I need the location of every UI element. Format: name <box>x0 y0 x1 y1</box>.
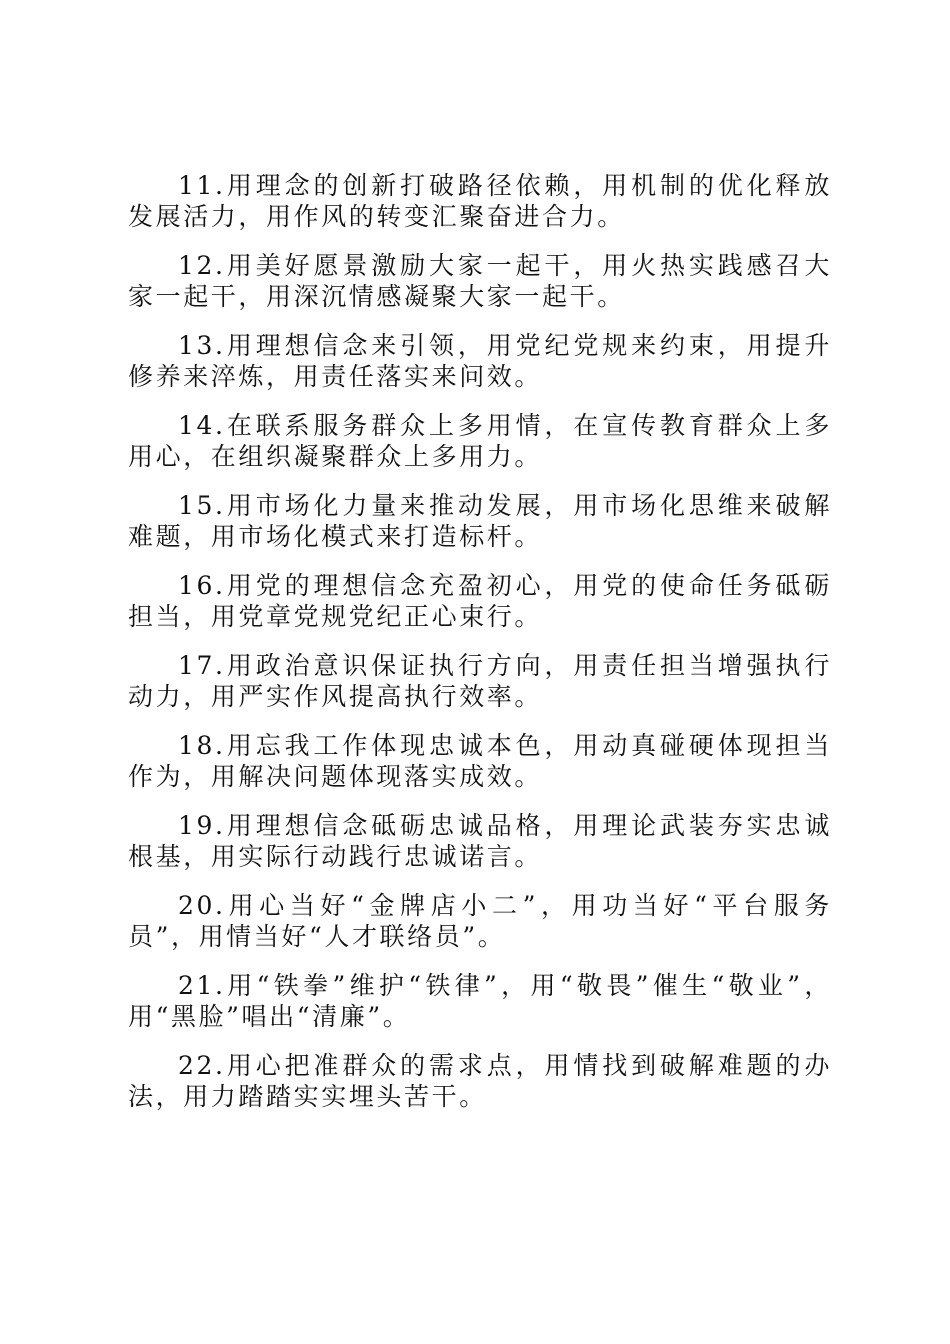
paragraph-16: 16.用党的理想信念充盈初心，用党的使命任务砥砺担当，用党章党规党纪正心束行。 <box>128 571 832 631</box>
paragraph-18: 18.用忘我工作体现忠诚本色，用动真碰硬体现担当作为，用解决问题体现落实成效。 <box>128 731 832 791</box>
paragraph-15: 15.用市场化力量来推动发展，用市场化思维来破解难题，用市场化模式来打造标杆。 <box>128 491 832 551</box>
paragraph-14: 14.在联系服务群众上多用情，在宣传教育群众上多用心，在组织凝聚群众上多用力。 <box>128 411 832 471</box>
paragraph-17: 17.用政治意识保证执行方向，用责任担当增强执行动力，用严实作风提高执行效率。 <box>128 651 832 711</box>
paragraph-21: 21.用“铁拳”维护“铁律”，用“敬畏”催生“敬业”，用“黑脸”唱出“清廉”。 <box>128 971 832 1031</box>
paragraph-20: 20.用心当好“金牌店小二”，用功当好“平台服务员”，用情当好“人才联络员”。 <box>128 891 832 951</box>
document-body <box>128 170 832 1130</box>
paragraph-12: 12.用美好愿景激励大家一起干，用火热实践感召大家一起干，用深沉情感凝聚大家一起干。 <box>128 251 832 311</box>
paragraph-13: 13.用理想信念来引领，用党纪党规来约束，用提升修养来淬炼，用责任落实来问效。 <box>128 331 832 391</box>
paragraph-11: 11.用理念的创新打破路径依赖，用机制的优化释放发展活力，用作风的转变汇聚奋进合力。 <box>128 171 832 231</box>
paragraph-19: 19.用理想信念砥砺忠诚品格，用理论武装夯实忠诚根基，用实际行动践行忠诚诺言。 <box>128 811 832 871</box>
paragraph-22: 22.用心把准群众的需求点，用情找到破解难题的办法，用力踏踏实实埋头苦干。 <box>128 1051 832 1111</box>
